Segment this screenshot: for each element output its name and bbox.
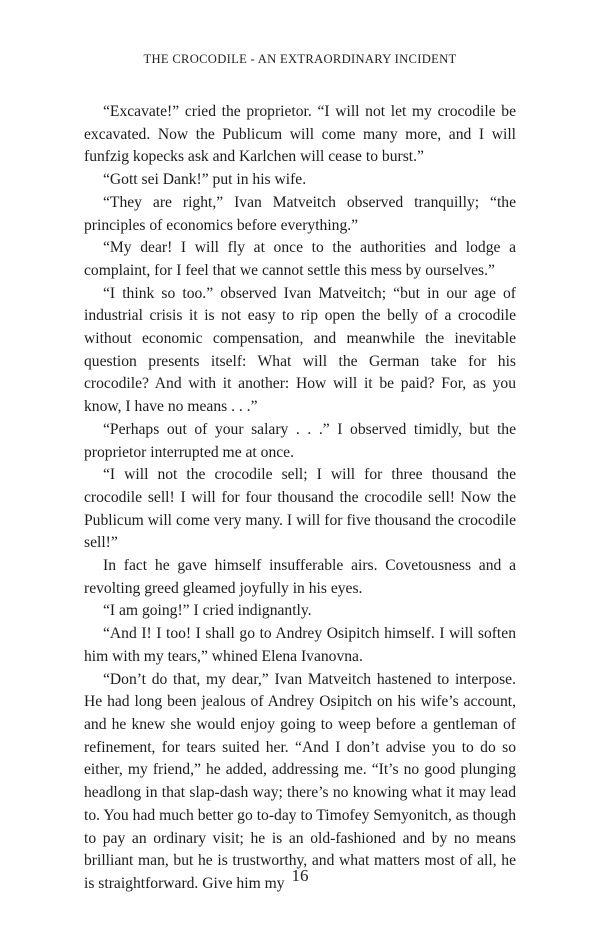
paragraph: “Gott sei Dank!” put in his wife. — [103, 171, 307, 189]
paragraph: “I think so too.” observed Ivan Matveitch; “but in our age of industrial crisis it is not easy to rip open the belly of a crocodile without economic compensation, and meanwhile the inevitable question presents itself: What will the German take for his crocodile? And with it another: How will it be paid? For, as you know, I have no means . . .” — [84, 284, 516, 416]
body-text — [84, 101, 516, 896]
paragraph: “Don’t do that, my dear,” Ivan Matveitch hastened to interpose. He had long been jealous of Andrey Osipitch on his wife’s account, and he knew she would enjoy going to weep before a gentleman of refinement, for tears suited her. “And I don’t advise you to do so either, my friend,” he added, addressing me. “It’s no good plunging headlong in that slap-dash way; there’s no knowing what it may lead to. You had much better go to-day to Timofey Semyonitch, as though to pay an ordinary visit; he is an old-fashioned and by no means brilliant man, but he is trustworthy, and what matters most of all, he is straightforward. Give him my — [84, 670, 516, 892]
paragraph: “Perhaps out of your salary . . .” I observed timidly, but the proprietor interrupted me at once. — [84, 420, 516, 461]
paragraph: “My dear! I will fly at once to the authorities and lodge a complaint, for I feel that we cannot settle this mess by ourselves.” — [84, 239, 516, 279]
paragraph: “They are right,” Ivan Matveitch observed tranquilly; “the principles of economics before everything.” — [84, 193, 516, 234]
running-title: THE CROCODILE - AN EXTRAORDINARY INCIDENT — [143, 52, 457, 66]
paragraph: In fact he gave himself insufferable airs. Covetousness and a revolting greed gleamed joyfully in his eyes. — [84, 557, 516, 597]
page-number: 16 — [291, 866, 309, 885]
paragraph: “Excavate!” cried the proprietor. “I will not let my crocodile be excavated. Now the Publicum will come many more, and I will funfzig kopecks ask and Karlchen will cease to burst.” — [84, 103, 516, 166]
paragraph: “And I! I too! I shall go to Andrey Osipitch himself. I will soften him with my tears,” whined Elena Ivanovna. — [84, 625, 516, 665]
paragraph: “I am going!” I cried indignantly. — [103, 602, 312, 620]
paragraph: “I will not the crocodile sell; I will for three thousand the crocodile sell! I will for four thousand the crocodile sell! Now the Publicum will come very many. I will for five thousand the crocodile sell!” — [84, 466, 516, 552]
